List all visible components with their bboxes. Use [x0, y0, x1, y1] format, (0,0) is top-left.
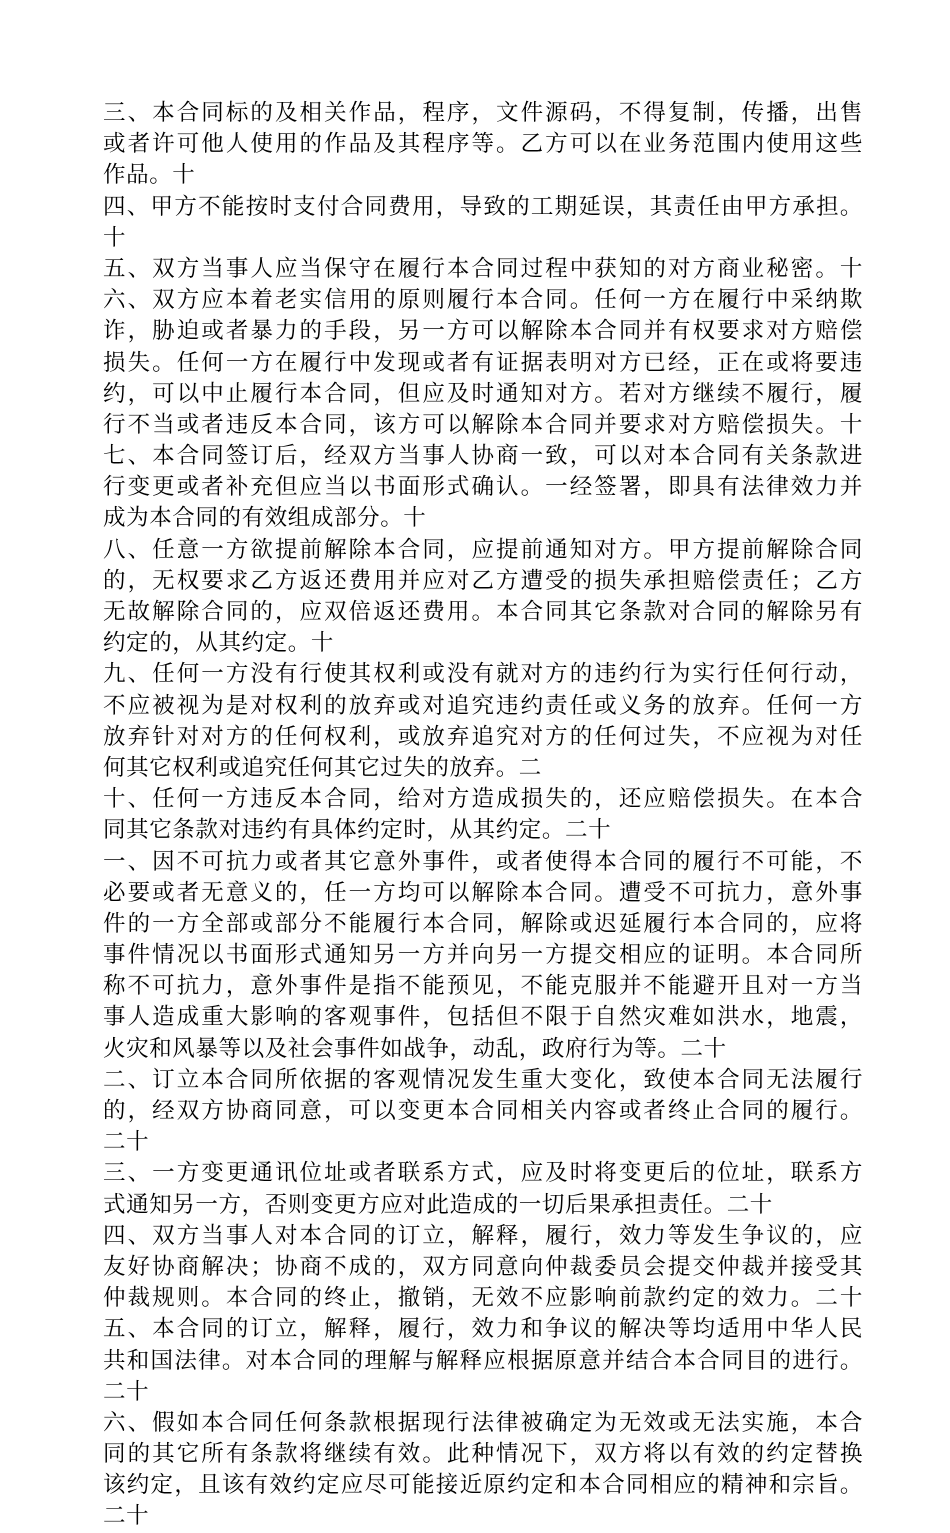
text-line: 诈，胁迫或者暴力的手段，另一方可以解除本合同并有权要求对方赔偿 — [103, 318, 863, 345]
text-line: 行变更或者补充但应当以书面形式确认。一经签署，即具有法律效力并 — [103, 474, 863, 501]
text-line: 作品。十 — [103, 162, 196, 189]
text-line: 七、本合同签订后，经双方当事人协商一致，可以对本合同有关条款进 — [103, 443, 863, 470]
text-line: 六、假如本合同任何条款根据现行法律被确定为无效或无法实施，本合 — [103, 1409, 863, 1436]
text-line: 一、因不可抗力或者其它意外事件，或者使得本合同的履行不可能，不 — [103, 848, 863, 875]
text-line: 事人造成重大影响的客观事件，包括但不限于自然灾难如洪水，地震， — [103, 1004, 863, 1031]
text-line: 约定的，从其约定。十 — [103, 630, 335, 657]
text-line: 约，可以中止履行本合同，但应及时通知对方。若对方继续不履行，履 — [103, 380, 863, 407]
text-line: 三、本合同标的及相关作品，程序，文件源码，不得复制，传播，出售 — [103, 100, 863, 126]
text-line: 的，经双方协商同意，可以变更本合同相关内容或者终止合同的履行。 — [103, 1098, 863, 1124]
text-line: 三、一方变更通讯位址或者联系方式，应及时将变更后的位址，联系方 — [103, 1160, 863, 1187]
text-line: 共和国法律。对本合同的理解与解释应根据原意并结合本合同目的进行。 — [103, 1347, 863, 1374]
text-line: 火灾和风暴等以及社会事件如战争，动乱，政府行为等。二十 — [103, 1035, 727, 1062]
contract-text-body — [103, 98, 863, 1533]
text-line: 二十 — [103, 1503, 150, 1530]
text-line: 该约定，且该有效约定应尽可能接近原约定和本合同相应的精神和宗旨。 — [103, 1472, 863, 1499]
text-line: 不应被视为是对权利的放弃或对追究违约责任或义务的放弃。任何一方 — [103, 692, 863, 719]
text-line: 十 — [103, 224, 127, 251]
text-line: 五、双方当事人应当保守在履行本合同过程中获知的对方商业秘密。十 — [103, 255, 863, 282]
text-line: 八、任意一方欲提前解除本合同，应提前通知对方。甲方提前解除合同 — [103, 536, 863, 563]
text-line: 式通知另一方，否则变更方应对此造成的一切后果承担责任。二十 — [103, 1191, 773, 1218]
text-line: 的，无权要求乙方返还费用并应对乙方遭受的损失承担赔偿责任；乙方 — [103, 567, 863, 594]
text-line: 放弃针对对方的任何权利，或放弃追究对方的任何过失，不应视为对任 — [103, 723, 863, 750]
text-line: 行不当或者违反本合同，该方可以解除本合同并要求对方赔偿损失。十 — [103, 411, 863, 438]
text-line: 件的一方全部或部分不能履行本合同，解除或迟延履行本合同的，应将 — [103, 910, 863, 937]
text-line: 九、任何一方没有行使其权利或没有就对方的违约行为实行任何行动， — [103, 661, 863, 688]
text-line: 无故解除合同的，应双倍返还费用。本合同其它条款对合同的解除另有 — [103, 599, 863, 625]
text-line: 二、订立本合同所依据的客观情况发生重大变化，致使本合同无法履行 — [103, 1066, 863, 1093]
text-line: 五、本合同的订立，解释，履行，效力和争议的解决等均适用中华人民 — [103, 1316, 863, 1343]
text-line: 二十 — [103, 1129, 150, 1156]
text-line: 称不可抗力，意外事件是指不能预见，不能克服并不能避开且对一方当 — [103, 973, 863, 1000]
text-line: 或者许可他人使用的作品及其程序等。乙方可以在业务范围内使用这些 — [103, 131, 863, 158]
text-line: 六、双方应本着老实信用的原则履行本合同。任何一方在履行中采纳欺 — [103, 287, 863, 314]
text-line: 同的其它所有条款将继续有效。此种情况下，双方将以有效的约定替换 — [103, 1441, 863, 1468]
text-line: 友好协商解决；协商不成的，双方同意向仲裁委员会提交仲裁并接受其 — [103, 1253, 863, 1280]
text-line: 四、双方当事人对本合同的订立，解释，履行，效力等发生争议的，应 — [103, 1222, 863, 1249]
text-line: 四、甲方不能按时支付合同费用，导致的工期延误，其责任由甲方承担。 — [103, 193, 863, 220]
text-line: 何其它权利或追究任何其它过失的放弃。二 — [103, 754, 542, 781]
text-line: 损失。任何一方在履行中发现或者有证据表明对方已经，正在或将要违 — [103, 349, 863, 376]
text-line: 成为本合同的有效组成部分。十 — [103, 505, 427, 532]
text-line: 同其它条款对违约有具体约定时，从其约定。二十 — [103, 817, 612, 844]
text-line: 十、任何一方违反本合同，给对方造成损失的，还应赔偿损失。在本合 — [103, 786, 863, 813]
text-line: 仲裁规则。本合同的终止，撤销，无效不应影响前款约定的效力。二十 — [103, 1285, 863, 1312]
text-line: 必要或者无意义的，任一方均可以解除本合同。遭受不可抗力，意外事 — [103, 879, 863, 906]
text-line: 二十 — [103, 1378, 150, 1405]
text-line: 事件情况以书面形式通知另一方并向另一方提交相应的证明。本合同所 — [103, 942, 863, 969]
